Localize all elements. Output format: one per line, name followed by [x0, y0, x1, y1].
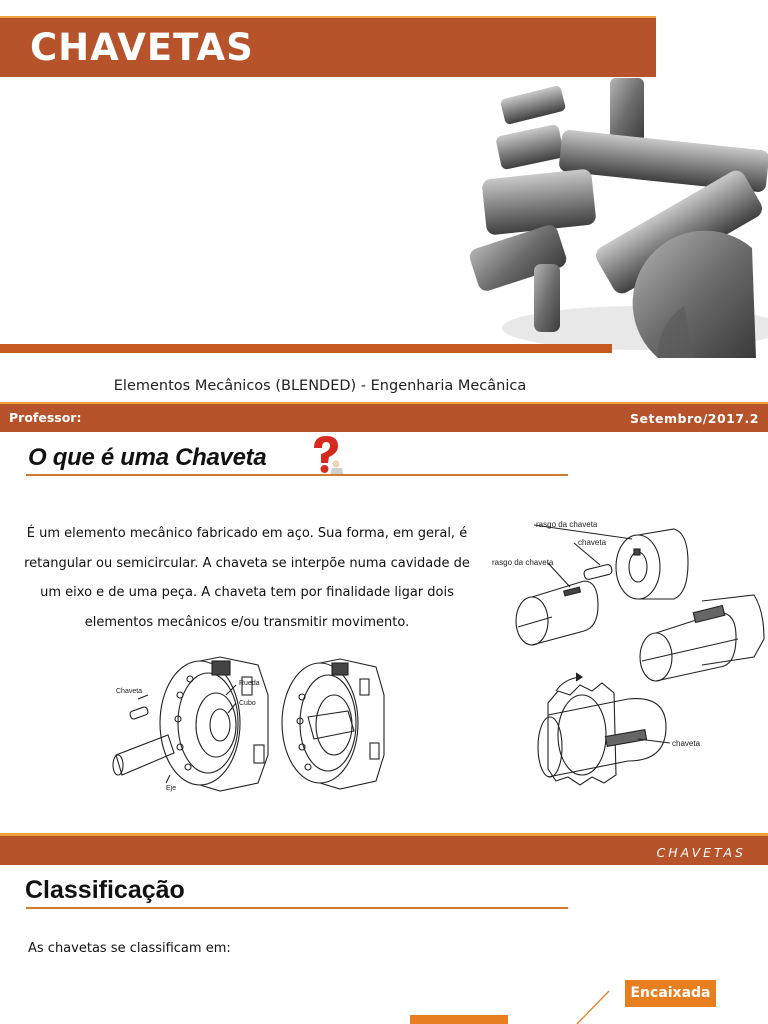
label-chaveta-gear: chaveta	[672, 739, 701, 748]
footer-chavetas-label: CHAVETAS	[656, 845, 746, 860]
chavetas-photo	[462, 78, 768, 362]
slide1-divider	[0, 344, 612, 353]
label-cubo: Cubo	[239, 700, 256, 707]
label-eje: Eje	[166, 785, 177, 792]
label-chaveta-top: chaveta	[578, 538, 607, 547]
professor-label: Professor:	[9, 410, 82, 425]
title-bar	[0, 16, 656, 77]
label-chaveta: Chaveta	[116, 688, 143, 695]
connector-line	[575, 990, 610, 1024]
keyway-diagram	[488, 515, 766, 787]
classification-heading: Classificação	[25, 876, 185, 904]
label-rueda: Rueda	[239, 680, 260, 687]
classification-underline	[26, 907, 568, 909]
definition-paragraph: É um elemento mecânico fabricado em aço. Sua forma, em geral, é retangular ou semicircular. A chaveta se interpõe numa cavidade de um eixo e de uma peça. A chaveta tem por finalidade ligar dois elementos mecânicos e/ou transmitir movimento.	[24, 526, 470, 630]
slide1-footer	[0, 402, 768, 432]
type-box-partial	[410, 1015, 508, 1024]
classification-intro: As chavetas se classificam em:	[28, 941, 231, 956]
label-rasgo-left: rasgo da chaveta	[492, 558, 554, 567]
type-encaixada: Encaixada	[625, 980, 716, 1007]
course-name: Elementos Mecânicos (BLENDED) - Engenharia Mecânica	[113, 378, 527, 394]
wheel-key-diagram	[108, 655, 390, 798]
date-label: Setembro/2017.2	[630, 411, 759, 426]
section-underline	[26, 474, 568, 476]
question-mark-icon	[306, 434, 346, 476]
section-heading: O que é uma Chaveta	[28, 444, 267, 471]
label-rasgo-top: rasgo da chaveta	[536, 520, 598, 529]
slide-title: CHAVETAS	[30, 26, 254, 69]
slide2-footer	[0, 833, 768, 865]
